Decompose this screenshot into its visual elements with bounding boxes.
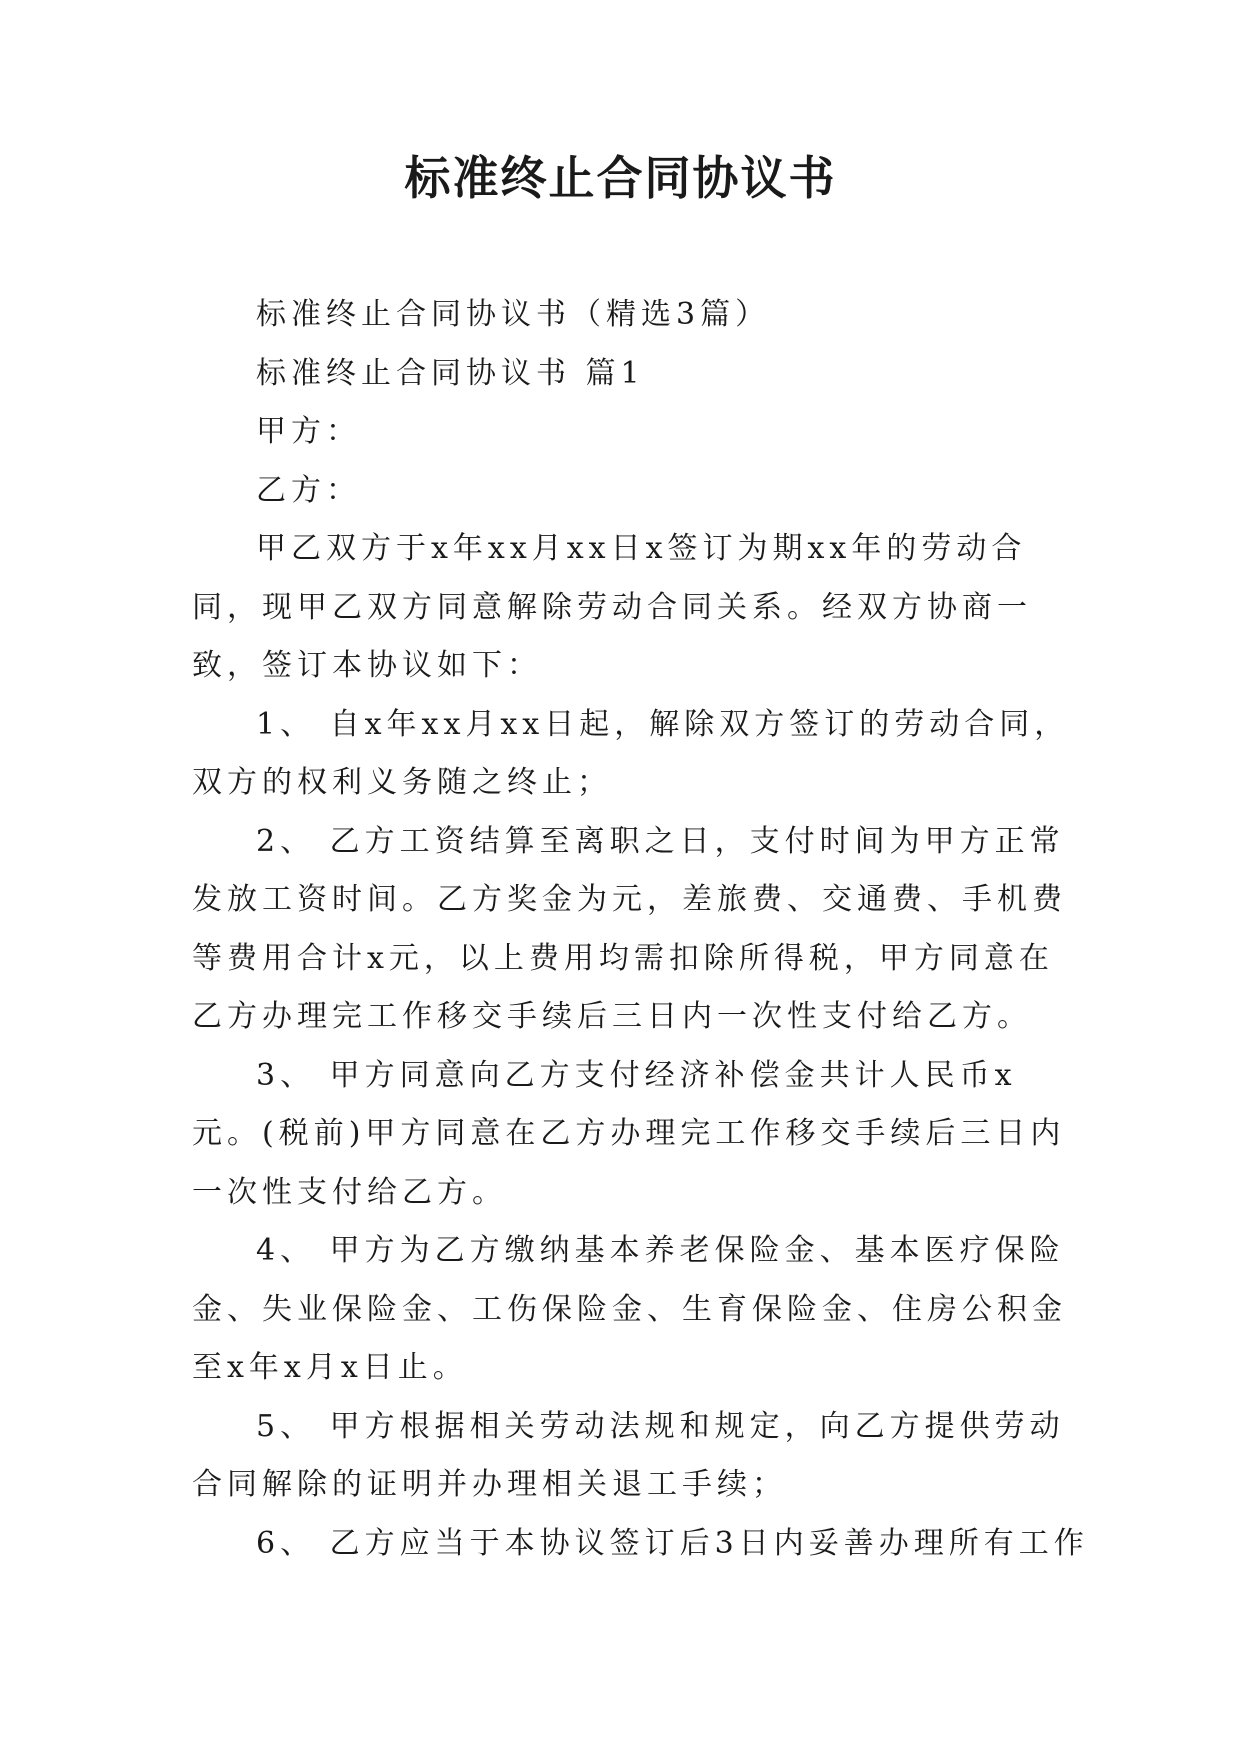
paragraph-clause-5: 5、 甲方根据相关劳动法规和规定，向乙方提供劳动合同解除的证明并办理相关退工手续；: [192, 1408, 1065, 1502]
paragraph-party-a: 甲方：: [256, 414, 361, 449]
paragraph-intro: 甲乙双方于x年xx月xx日x签订为期xx年的劳动合同，现甲乙双方同意解除劳动合同关系。经双方协商一致，签订本协议如下：: [192, 531, 1032, 683]
paragraph-clause-2: 2、 乙方工资结算至离职之日，支付时间为甲方正常发放工资时间。乙方奖金为元，差旅费、交通费、手机费等费用合计x元，以上费用均需扣除所得税，甲方同意在乙方办理完工作移交手续后三日内一次性支付给乙方。: [192, 823, 1067, 1034]
paragraph-section-heading: 标准终止合同协议书 篇1: [256, 355, 645, 391]
paragraph-clause-4: 4、 甲方为乙方缴纳基本养老保险金、基本医疗保险金、失业保险金、工伤保险金、生育保险金、住房公积金至x年x月x日止。: [192, 1233, 1067, 1385]
paragraph-clause-6: 6、 乙方应当于本协议签订后3日内妥善办理所有工作: [256, 1525, 1089, 1561]
paragraph-subtitle: 标准终止合同协议书（精选3篇）: [256, 297, 771, 332]
paragraph-clause-3: 3、 甲方同意向乙方支付经济补偿金共计人民币x元。(税前)甲方同意在乙方办理完工作移交手续后三日内一次性支付给乙方。: [192, 1057, 1066, 1210]
document-body: [192, 286, 1089, 1573]
paragraph-clause-1: 1、 自x年xx月xx日起，解除双方签订的劳动合同，双方的权利义务随之终止；: [192, 706, 1070, 800]
document-title: 标准终止合同协议书: [404, 151, 837, 205]
paragraph-party-b: 乙方：: [256, 472, 361, 508]
